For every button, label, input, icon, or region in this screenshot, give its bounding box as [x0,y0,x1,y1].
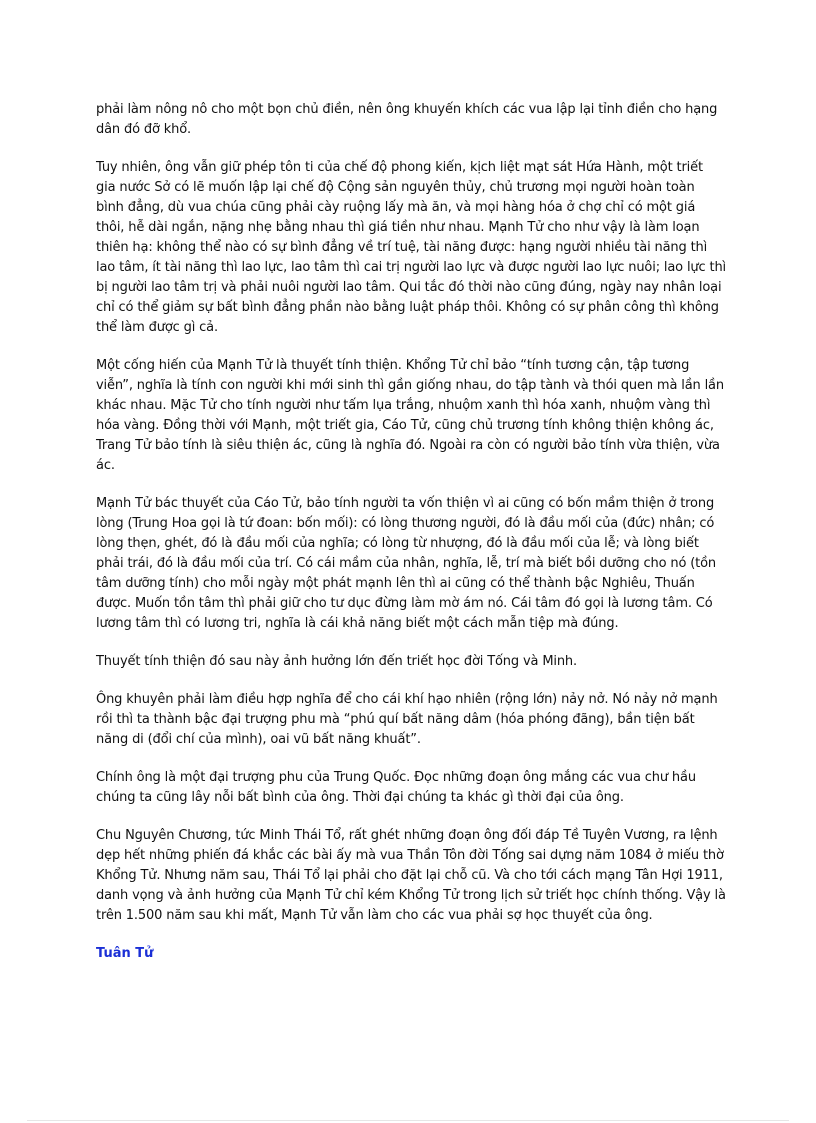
page-bottom-border [27,1120,789,1121]
document-page [96,100,726,964]
paragraph-1: phải làm nông nô cho một bọn chủ điền, nên ông khuyến khích các vua lập lại tỉnh điền cho hạng dân đó đỡ khổ. [96,102,718,137]
paragraph-2: Tuy nhiên, ông vẫn giữ phép tôn ti của chế độ phong kiến, kịch liệt mạt sát Hứa Hành, một triết gia nước Sở có lẽ muốn lập lại chế độ Cộng sản nguyên thủy, chủ trương mọi người hoàn toàn bình đẳng, dù vua chúa cũng phải cày ruộng lấy mà ăn, và mọi hàng hóa ở chợ chỉ có một giá thôi, hễ dài ngắn, nặng nhẹ bằng nhau thì giá tiền như nhau. Mạnh Tử cho như vậy là làm loạn thiên hạ: không thể nào có sự bình đẳng về trí tuệ, tài năng được: hạng người nhiều tài năng thì lao tâm, ít tài năng thì lao lực, lao tâm thì cai trị người lao lực và được người lao lực nuôi; lao lực thì bị người lao tâm trị và phải nuôi người lao tâm. Qui tắc đó thời nào cũng đúng, ngày nay nhân loại chỉ có thể giảm sự bất bình đẳng phần nào bằng luật pháp thôi. Không có sự phân công thì không thể làm được gì cả. [96,160,727,335]
section-heading: Tuân Tử [96,946,154,961]
paragraph-3: Một cống hiến của Mạnh Tử là thuyết tính thiện. Khổng Tử chỉ bảo “tính tương cận, tập tương viễn”, nghĩa là tính con người khi mới sinh thì gần giống nhau, do tập tành và thói quen mà lần lần khác nhau. Mặc Tử cho tính người như tấm lụa trắng, nhuộm xanh thì hóa xanh, nhuộm vàng thì hóa vàng. Đồng thời với Mạnh, một triết gia, Cáo Tử, cũng chủ trương tính không thiện không ác, Trang Tử bảo tính là siêu thiện ác, cũng là nghĩa đó. Ngoài ra còn có người bảo tính vừa thiện, vừa ác. [96,358,724,473]
paragraph-5: Thuyết tính thiện đó sau này ảnh hưởng lớn đến triết học đời Tống và Minh. [96,654,578,669]
paragraph-6: Ông khuyên phải làm điều hợp nghĩa để cho cái khí hạo nhiên (rộng lớn) nảy nở. Nó nảy nở mạnh rồi thì ta thành bậc đại trượng phu mà “phú quí bất năng dâm (hóa phóng đãng), bần tiện bất năng di (đổi chí của mình), oai vũ bất năng khuất”. [96,692,718,747]
paragraph-7: Chính ông là một đại trượng phu của Trung Quốc. Đọc những đoạn ông mắng các vua chư hầu chúng ta cũng lây nỗi bất bình của ông. Thời đại chúng ta khác gì thời đại của ông. [96,770,696,805]
paragraph-4: Mạnh Tử bác thuyết của Cáo Tử, bảo tính người ta vốn thiện vì ai cũng có bốn mầm thiện ở trong lòng (Trung Hoa gọi là tứ đoan: bốn mối): có lòng thương người, đó là đầu mối của (đức) nhân; có lòng thẹn, ghét, đó là đầu mối của nghĩa; có lòng từ nhượng, đó là đầu mối của lễ; và lòng biết phải trái, đó là đầu mối của trí. Có cái mầm của nhân, nghĩa, lễ, trí mà biết bồi dưỡng cho nó (tồn tâm dưỡng tính) cho mỗi ngày một phát mạnh lên thì ai cũng có thể thành bậc Nghiêu, Thuấn được. Muốn tồn tâm thì phải giữ cho tư dục đừng làm mờ ám nó. Cái tâm đó gọi là lương tâm. Có lương tâm thì có lương tri, nghĩa là cái khả năng biết một cách mẫn tiệp mà đúng. [96,496,716,631]
paragraph-8: Chu Nguyên Chương, tức Minh Thái Tổ, rất ghét những đoạn ông đối đáp Tề Tuyên Vương, ra lệnh dẹp hết những phiến đá khắc các bài ấy mà vua Thần Tôn đời Tống sai dựng năm 1084 ở miếu thờ Khổng Tử. Nhưng năm sau, Thái Tổ lại phải cho đặt lại chỗ cũ. Và cho tới cách mạng Tân Hợi 1911, danh vọng và ảnh hưởng của Mạnh Tử chỉ kém Khổng Tử trong lịch sử triết học chính thống. Vậy là trên 1.500 năm sau khi mất, Mạnh Tử vẫn làm cho các vua phải sợ học thuyết của ông. [96,828,726,923]
